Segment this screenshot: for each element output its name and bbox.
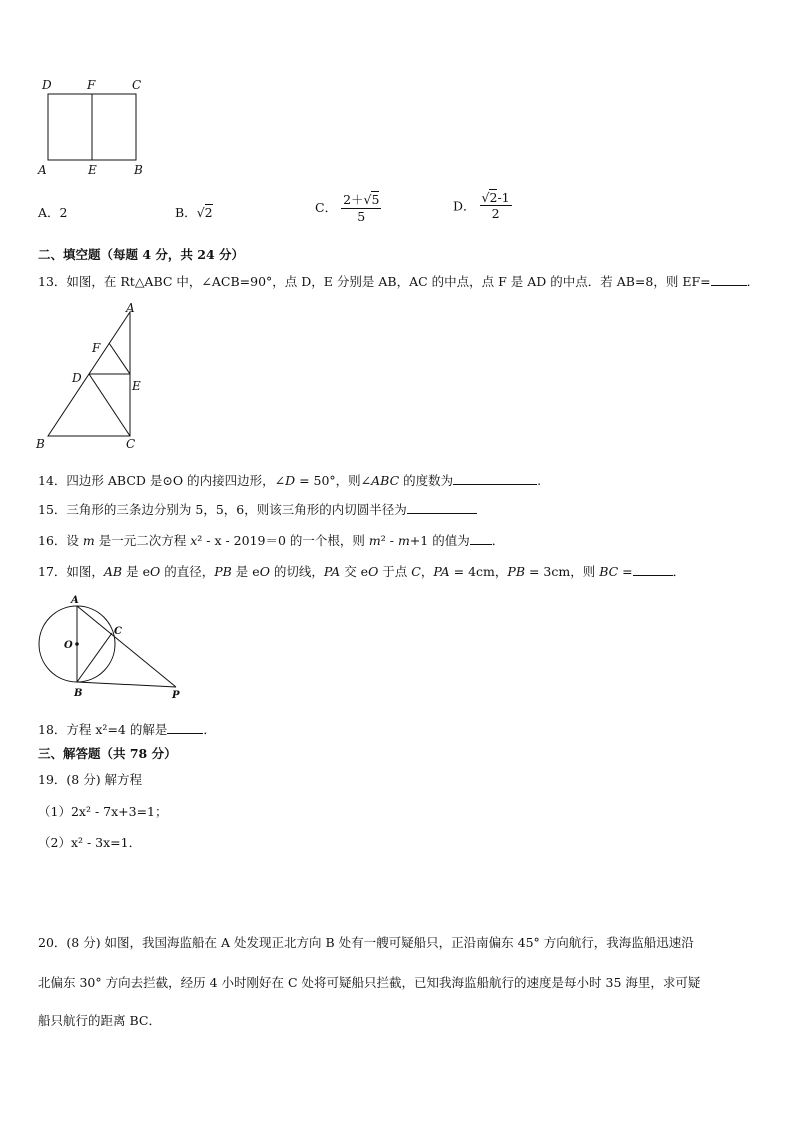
q18-end: ． (203, 722, 216, 737)
q17-var: PA (433, 564, 450, 579)
q19-part1: （1）2x² - 7x+3=1； (38, 804, 168, 819)
q20-line3: 船只航行的距离 BC． (38, 1013, 161, 1028)
q16-text (38, 531, 504, 549)
q16-part: ² - (380, 533, 398, 548)
label-f: F (87, 78, 96, 92)
q15-answer-blank (407, 501, 477, 514)
choice-d-den: 2 (491, 206, 500, 221)
q17-var: PB (214, 564, 232, 579)
section2-title: 二、填空题（每题 4 分，共 24 分） (38, 247, 245, 262)
label-b: B (36, 437, 45, 451)
label-e: E (132, 379, 141, 393)
q13-end: ． (746, 274, 760, 289)
q17-part: 的切线， (269, 564, 324, 579)
q14-part: 的度数为 (399, 473, 454, 488)
sqrt-icon: √ (363, 192, 372, 207)
q14-answer-blank (453, 472, 537, 485)
q16-var: m (82, 533, 95, 548)
q14-end: . (537, 473, 542, 488)
label-f: F (92, 341, 101, 355)
q17-var: O (259, 564, 270, 579)
choice-a (38, 203, 67, 221)
choice-d (453, 190, 512, 221)
label-a: A (38, 163, 47, 177)
label-c: C (132, 78, 142, 92)
tangent-pb (77, 682, 176, 687)
choice-c-den: 5 (357, 209, 366, 224)
q18-text (38, 720, 216, 738)
label-b: B (74, 688, 83, 699)
label-a: A (71, 595, 79, 606)
choice-b-value: 2 (204, 205, 213, 220)
q17-figure (34, 592, 190, 700)
q17-end: ． (672, 564, 686, 579)
q16-part: +1 的值为 (409, 533, 470, 548)
q19-part2: （2）x² - 3x=1． (38, 835, 142, 850)
choice-b-label: B． (175, 205, 197, 220)
choice-a-value: 2 (59, 205, 68, 220)
q17-part: = 3cm，则 (525, 564, 600, 579)
q16-end: ． (491, 533, 505, 548)
choice-d-fraction (480, 190, 512, 221)
q15-text (38, 500, 477, 518)
choice-c-num-a: 2＋ (343, 192, 364, 207)
q17-part: 交 e (340, 564, 369, 579)
q18-body: 18．方程 x²=4 的解是 (38, 722, 168, 737)
q16-var: m (397, 533, 410, 548)
q17-part: ， (420, 564, 434, 579)
choice-c-num-b: 5 (371, 192, 380, 207)
q14-part: 14．四边形 ABCD 是⊙O 的内接四边形，∠ (38, 473, 286, 488)
segment-dc (89, 374, 130, 436)
q17-var: O (149, 564, 161, 579)
q17-var: O (368, 564, 379, 579)
section3-title: 三、解答题（共 78 分） (38, 746, 177, 761)
choice-b (175, 203, 213, 221)
choice-a-label: A． (38, 205, 60, 220)
label-c: C (114, 626, 122, 637)
label-d: D (72, 371, 82, 385)
q12-figure (36, 76, 156, 180)
q13-answer-blank (711, 273, 747, 286)
label-o: O (64, 640, 73, 651)
q16-var: m (368, 533, 381, 548)
label-b: B (134, 163, 143, 177)
q15-body: 15．三角形的三条边分别为 5，5，6，则该三角形的内切圆半径为 (38, 502, 407, 517)
q13-text (38, 272, 759, 290)
choice-d-num-a: 2 (489, 190, 498, 205)
choice-c-fraction (341, 190, 381, 224)
q17-part: = 4cm， (449, 564, 508, 579)
label-d: D (42, 78, 52, 92)
q16-part: 是一元二次方程 (94, 533, 191, 548)
q17-var: PA (323, 564, 341, 579)
sqrt-icon: √ (481, 190, 490, 205)
label-a: A (126, 302, 135, 315)
choice-c-label: C． (315, 200, 338, 215)
label-c: C (126, 437, 136, 451)
segment-fe (109, 343, 130, 374)
q17-var: BC (599, 564, 619, 579)
q17-var: C (411, 564, 421, 579)
q19-title: 19．(8 分) 解方程 (38, 772, 143, 787)
sqrt-icon: √ (196, 205, 205, 220)
q14-part: = 50°，则∠ (295, 473, 372, 488)
q17-text (38, 562, 685, 580)
q18-answer-blank (167, 721, 203, 734)
q17-var: AB (103, 564, 123, 579)
choice-d-label: D． (453, 198, 476, 214)
q13-body: 13．如图，在 Rt△ABC 中，∠ACB=90°，点 D，E 分别是 AB，AC 的中点，点 F 是 AD 的中点．若 AB=8，则 EF= (38, 274, 711, 289)
q17-var: PB (507, 564, 526, 579)
q17-part: 的直径， (160, 564, 215, 579)
q17-part: 是 e (231, 564, 260, 579)
q14-var: D (285, 473, 296, 488)
label-p: P (172, 690, 180, 700)
q14-text (38, 471, 541, 489)
secant-pa (77, 606, 176, 687)
center-point (75, 642, 79, 646)
q16-part: ² - x - 2019＝0 的一个根，则 (197, 533, 369, 548)
q13-figure (34, 302, 146, 452)
q17-part: 是 e (122, 564, 150, 579)
chord-bc (77, 633, 112, 682)
q16-answer-blank (470, 532, 492, 545)
q20-line2: 北偏东 30° 方向去拦截，经历 4 小时刚好在 C 处将可疑船只拦截，已知我海监船航行的速度是每小时 35 海里，求可疑 (38, 975, 701, 990)
label-e: E (88, 163, 97, 177)
q20-line1: 20．(8 分) 如图，我国海监船在 A 处发现正北方向 B 处有一艘可疑船只，正沿南偏东 45° 方向航行，我海监船迅速沿 (38, 935, 694, 950)
q17-part: 于点 (378, 564, 412, 579)
choice-d-num-b: -1 (497, 190, 510, 205)
q17-part: = (618, 564, 633, 579)
q16-var: x (190, 533, 198, 548)
q16-part: 16．设 (38, 533, 83, 548)
choice-c (315, 190, 381, 224)
q17-part: 17．如图， (38, 564, 104, 579)
q14-var: ABC (371, 473, 400, 488)
q17-answer-blank (633, 563, 673, 576)
